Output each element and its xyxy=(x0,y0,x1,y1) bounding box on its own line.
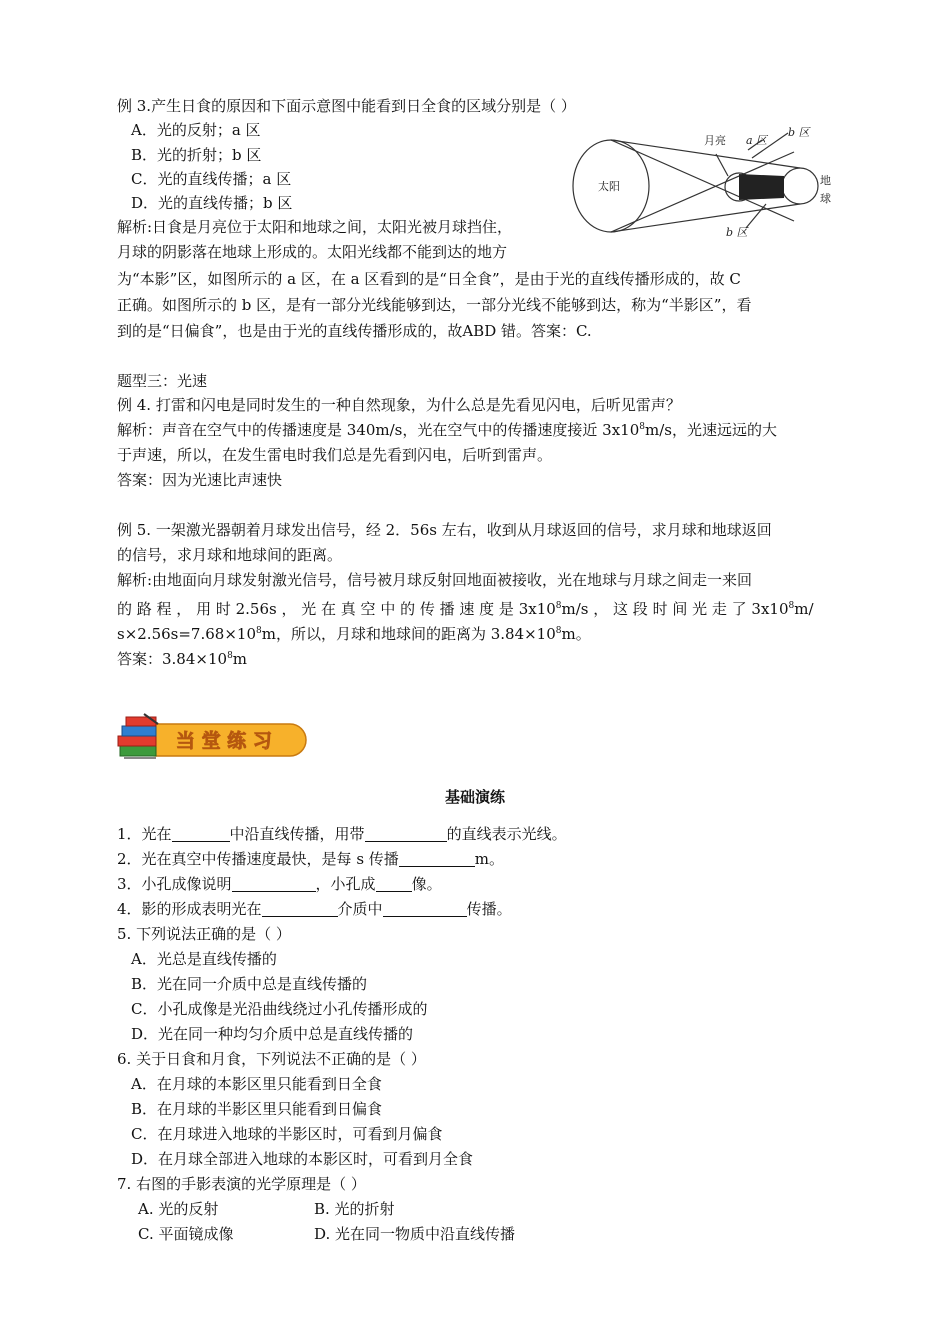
question-4: 4．影的形成表明光在 介质中 传播。 xyxy=(117,900,512,918)
example-5-analysis-line-2: 的 路 程 ， 用 时 2.56s ， 光 在 真 空 中 的 传 播 速 度 是 $3x10^8m/s$ ， 这 段 时 间 光 走 了 $3x10^8m/$ xyxy=(117,600,814,618)
earth-label-1: 地 xyxy=(820,174,831,187)
b-zone-bottom-label: b 区 xyxy=(726,226,748,239)
practice-banner xyxy=(116,712,308,764)
example-3-question: 例 3.产生日食的原因和下面示意图中能看到日全食的区域分别是（ ） xyxy=(117,97,576,115)
example-5-question-line-1: 例 5. 一架激光器朝着月球发出信号，经 2．56s 左右，收到从月球返回的信号，求月球和地球返回 xyxy=(117,521,772,539)
question-5-option-b: B．光在同一介质中总是直线传播的 xyxy=(131,975,368,993)
example-3-option-d: D．光的直线传播；b 区 xyxy=(131,194,293,212)
question-6-option-c: C．在月球进入地球的半影区时，可看到月偏食 xyxy=(131,1125,443,1143)
example-4-analysis-line-1: 解析：声音在空气中的传播速度是 340m/s，光在空气中的传播速度接近 $3x10^8m/s$，光速远远的大 xyxy=(117,421,777,439)
books-icon xyxy=(118,714,158,758)
question-5-option-c: C．小孔成像是光沿曲线绕过小孔传播形成的 xyxy=(131,1000,428,1018)
example-3-analysis-line-1: 解析:日食是月亮位于太阳和地球之间，太阳光被月球挡住， xyxy=(117,218,513,236)
example-4-question: 例 4. 打雷和闪电是同时发生的一种自然现象，为什么总是先看见闪电，后听见雷声？ xyxy=(117,396,681,414)
question-7-option-d: D. 光在同一物质中沿直线传播 xyxy=(314,1225,516,1243)
example-3-option-c: C．光的直线传播；a 区 xyxy=(131,170,292,188)
a-zone-label: a 区 xyxy=(746,134,768,147)
example-4-analysis-line-2: 于声速，所以，在发生雷电时我们总是先看到闪电，后听到雷声。 xyxy=(117,446,553,464)
question-6-option-d: D．在月球全部进入地球的本影区时，可看到月全食 xyxy=(131,1150,474,1168)
question-6-option-b: B．在月球的半影区里只能看到日偏食 xyxy=(131,1100,383,1118)
example-5-analysis-line-1: 解析:由地面向月球发射激光信号，信号被月球反射回地面被接收，光在地球与月球之间走一来回 xyxy=(117,571,753,589)
question-3: 3．小孔成像说明 ，小孔成 像。 xyxy=(117,875,442,893)
example-5-answer: 答案：$3.84\times 10^8m$ xyxy=(117,650,248,668)
question-2: 2．光在真空中传播速度最快，是每 s 传播 m。 xyxy=(117,850,505,868)
example-3-analysis-line-3: 为“本影”区，如图所示的 a 区，在 a 区看到的是“日全食”，是由于光的直线传播形成的，故 C xyxy=(117,270,741,288)
earth-label-2: 球 xyxy=(820,192,831,205)
example-5-analysis-line-3: $s\times 2.56s=7.68\times 10^8m$，所以，月球和地球间的距离为 $3.84\times 10^8m$。 xyxy=(117,625,591,643)
banner-title: 当 堂 练 习 xyxy=(176,730,272,752)
moon-label: 月亮 xyxy=(704,134,726,147)
b-zone-top-label: b 区 xyxy=(788,126,810,139)
question-6: 6. 关于日食和月食，下列说法不正确的是（ ） xyxy=(117,1050,426,1068)
question-5-option-d: D．光在同一种均匀介质中总是直线传播的 xyxy=(131,1025,414,1043)
question-1: 1．光在 中沿直线传播，用带 的直线表示光线。 xyxy=(117,825,567,843)
example-4-answer: 答案：因为光速比声速快 xyxy=(117,471,283,489)
example-3-option-a: A．光的反射；a 区 xyxy=(131,121,261,139)
example-3-option-b: B．光的折射；b 区 xyxy=(131,146,262,164)
earth-circle xyxy=(782,168,818,204)
question-5-option-a: A．光总是直线传播的 xyxy=(131,950,277,968)
type-3-heading: 题型三：光速 xyxy=(117,372,208,390)
umbra-shadow xyxy=(739,174,784,200)
sun-label: 太阳 xyxy=(598,180,620,193)
question-7-option-c: C. 平面镜成像 xyxy=(138,1225,234,1243)
question-7: 7. 右图的手影表演的光学原理是（ ） xyxy=(117,1175,366,1193)
question-7-option-b: B. 光的折射 xyxy=(314,1200,395,1218)
example-3-analysis-line-5: 到的是“日偏食”，也是由于光的直线传播形成的，故ABD 错。答案：C. xyxy=(117,322,592,340)
solar-eclipse-diagram xyxy=(566,118,842,246)
example-3-analysis-line-4: 正确。如图所示的 b 区，是有一部分光线能够到达，一部分光线不能够到达，称为“半影区”，看 xyxy=(117,296,752,314)
example-5-question-line-2: 的信号，求月球和地球间的距离。 xyxy=(117,546,343,564)
example-3-analysis-line-2: 月球的阴影落在地球上形成的。太阳光线都不能到达的地方 xyxy=(117,243,508,261)
question-6-option-a: A．在月球的本影区里只能看到日全食 xyxy=(131,1075,382,1093)
section-title: 基础演练 xyxy=(444,788,505,806)
question-5: 5. 下列说法正确的是（ ） xyxy=(117,925,291,943)
question-7-option-a: A. 光的反射 xyxy=(138,1200,219,1218)
